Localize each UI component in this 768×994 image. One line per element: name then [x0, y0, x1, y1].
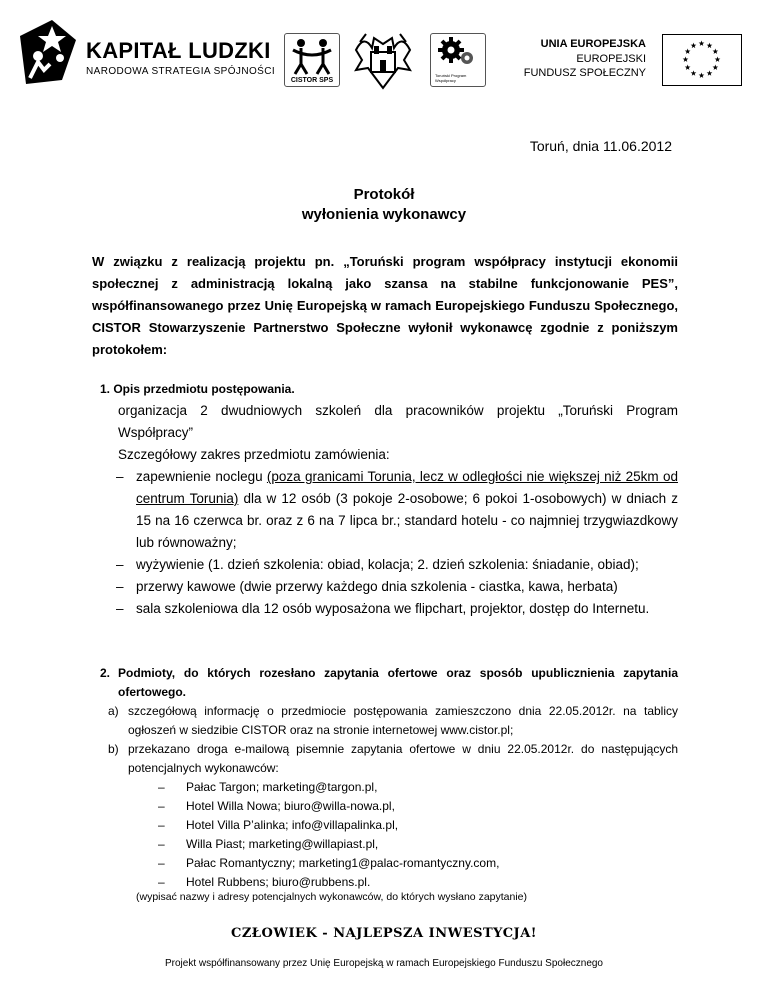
scope-item-coffee-breaks: – przerwy kawowe (dwie przerwy każdego dnia szkolenia - ciastka, kawa, herbata) [118, 576, 678, 598]
section-2-body [108, 702, 678, 892]
contractor-item: – Pałac Targon; marketing@targon.pl, [158, 778, 678, 797]
section-2-item-b-text: przekazano droga e-mailową pisemnie zapytania ofertowe w dniu 22.05.2012r. do następujących potencjalnych wykonawców: [128, 742, 678, 775]
contractor-item: – Pałac Romantyczny; marketing1@palac-romantyczny.com, [158, 854, 678, 873]
section-2-note: (wypisać nazwy i adresy potencjalnych wykonawców, do których wysłano zapytanie) [136, 891, 528, 903]
eu-stars-icon [663, 35, 740, 84]
ue-fund-line2: FUNDUSZ SPOŁECZNY [523, 67, 646, 79]
section-2-item-a-marker: a) [108, 704, 119, 718]
scope-item-catering: – wyżywienie (1. dzień szkolenia: obiad, kolacja; 2. dzień szkolenia: śniadanie, obiad); [118, 554, 678, 576]
torun-coat-of-arms [352, 30, 414, 90]
footer-text: Projekt współfinansowany przez Unię Europejską w ramach Europejskiego Funduszu Społecznego [164, 958, 603, 969]
section-1-heading: 1. Opis przedmiotu postępowania. [100, 382, 295, 396]
eu-star-icon [715, 57, 721, 62]
cistor-logo [284, 33, 340, 87]
eu-star-icon [699, 73, 705, 78]
section-2-number: 2. [100, 666, 111, 680]
kapital-ludzki-title: KAPITAŁ LUDZKI [86, 38, 271, 63]
section-1-body [118, 400, 678, 620]
eu-star-icon [691, 43, 697, 48]
eu-star-icon [685, 65, 691, 70]
eu-star-icon [707, 43, 713, 48]
contractor-list [108, 778, 678, 892]
scope-item-accommodation-text: zapewnienie noclegu [136, 469, 267, 484]
eu-star-icon [707, 70, 713, 75]
scope-item-accommodation-location: (poza granicami Torunia, lecz w odległości nie większej niż 25km od centrum Torunia) [136, 469, 678, 506]
ue-fund-line1: EUROPEJSKI [576, 53, 646, 65]
kapital-ludzki-logo [18, 18, 80, 90]
section-2-heading-text: Podmioty, do których rozesłano zapytania ofertowe oraz sposób upublicznienia zapytania ofertowego. [118, 666, 678, 699]
kapital-ludzki-subtitle: NARODOWA STRATEGIA SPÓJNOŚCI [86, 66, 276, 77]
contractor-item: – Hotel Willa Nowa; biuro@willa-nowa.pl, [158, 797, 678, 816]
document-date: Toruń, dnia 11.06.2012 [529, 138, 672, 154]
slogan: CZŁOWIEK - NAJLEPSZA INWESTYCJA! [230, 926, 538, 941]
section-1-scope-label: Szczegółowy zakres przedmiotu zamówienia: [118, 447, 390, 462]
scope-item-accommodation-details: dla w 12 osób (3 pokoje 2-osobowe; 6 pokoi 1-osobowych) w dniach z 15 na 16 czerwca br. oraz z 6 na 7 lipca br.; standard hotelu - co najmniej trzygwiazdkowy lub równoważny; [136, 491, 679, 550]
section-2-item-b [108, 740, 678, 778]
eu-flag [662, 34, 742, 86]
document-title: Protokół [353, 186, 415, 203]
contractor-item: – Hotel Villa P’alinka; info@villapalinka.pl, [158, 816, 678, 835]
scope-list [118, 466, 678, 620]
ue-title: UNIA EUROPEJSKA [540, 38, 646, 50]
section-2-list [108, 702, 678, 778]
eu-star-icon [683, 57, 689, 62]
contractor-item: – Hotel Rubbens; biuro@rubbens.pl. [158, 873, 678, 892]
gears-icon [431, 34, 485, 70]
section-2-item-a [108, 702, 678, 740]
section-2-item-a-text: szczegółową informację o przedmiocie postępowania zamieszczono dnia 22.05.2012r. na tablicy ogłoszeń w siedzibie CISTOR oraz na stronie internetowej www.cistor.pl; [128, 704, 678, 737]
intro-paragraph: W związku z realizacją projektu pn. „Toruński program współpracy instytucji ekonomii społecznej z administracją lokalną jako szansa na stabilne funkcjonowanie PES”, współfinansowanego przez Unię Europejską w ramach Europejskiego Funduszu Społecznego, CISTOR Stowarzyszenie Partnerstwo Społeczne wyłonił wykonawcę zgodnie z poniższym protokołem: [92, 254, 678, 357]
torunski-program-label: Toruński Program Współpracy [435, 73, 467, 83]
eu-star-icon [713, 65, 719, 70]
cistor-figures-icon [285, 34, 339, 76]
scope-item-training-room: – sala szkoleniowa dla 12 osób wyposażona we flipchart, projektor, dostęp do Internetu. [118, 598, 678, 620]
eu-star-icon [685, 49, 691, 54]
section-2-heading [100, 664, 678, 702]
section-2-item-b-marker: b) [108, 742, 119, 756]
contractor-item: – Willa Piast; marketing@willapiast.pl, [158, 835, 678, 854]
cistor-logo-label: CISTOR SPS [290, 77, 334, 84]
torunski-program-logo [430, 33, 486, 87]
eu-star-icon [699, 41, 705, 46]
section-1-description: organizacja 2 dwudniowych szkoleń dla pracowników projektu „Toruński Program Współpracy” [118, 403, 678, 440]
document-subtitle: wyłonienia wykonawcy [301, 206, 467, 223]
eu-star-icon [691, 70, 697, 75]
scope-item-accommodation [118, 466, 678, 554]
eu-star-icon [713, 49, 719, 54]
